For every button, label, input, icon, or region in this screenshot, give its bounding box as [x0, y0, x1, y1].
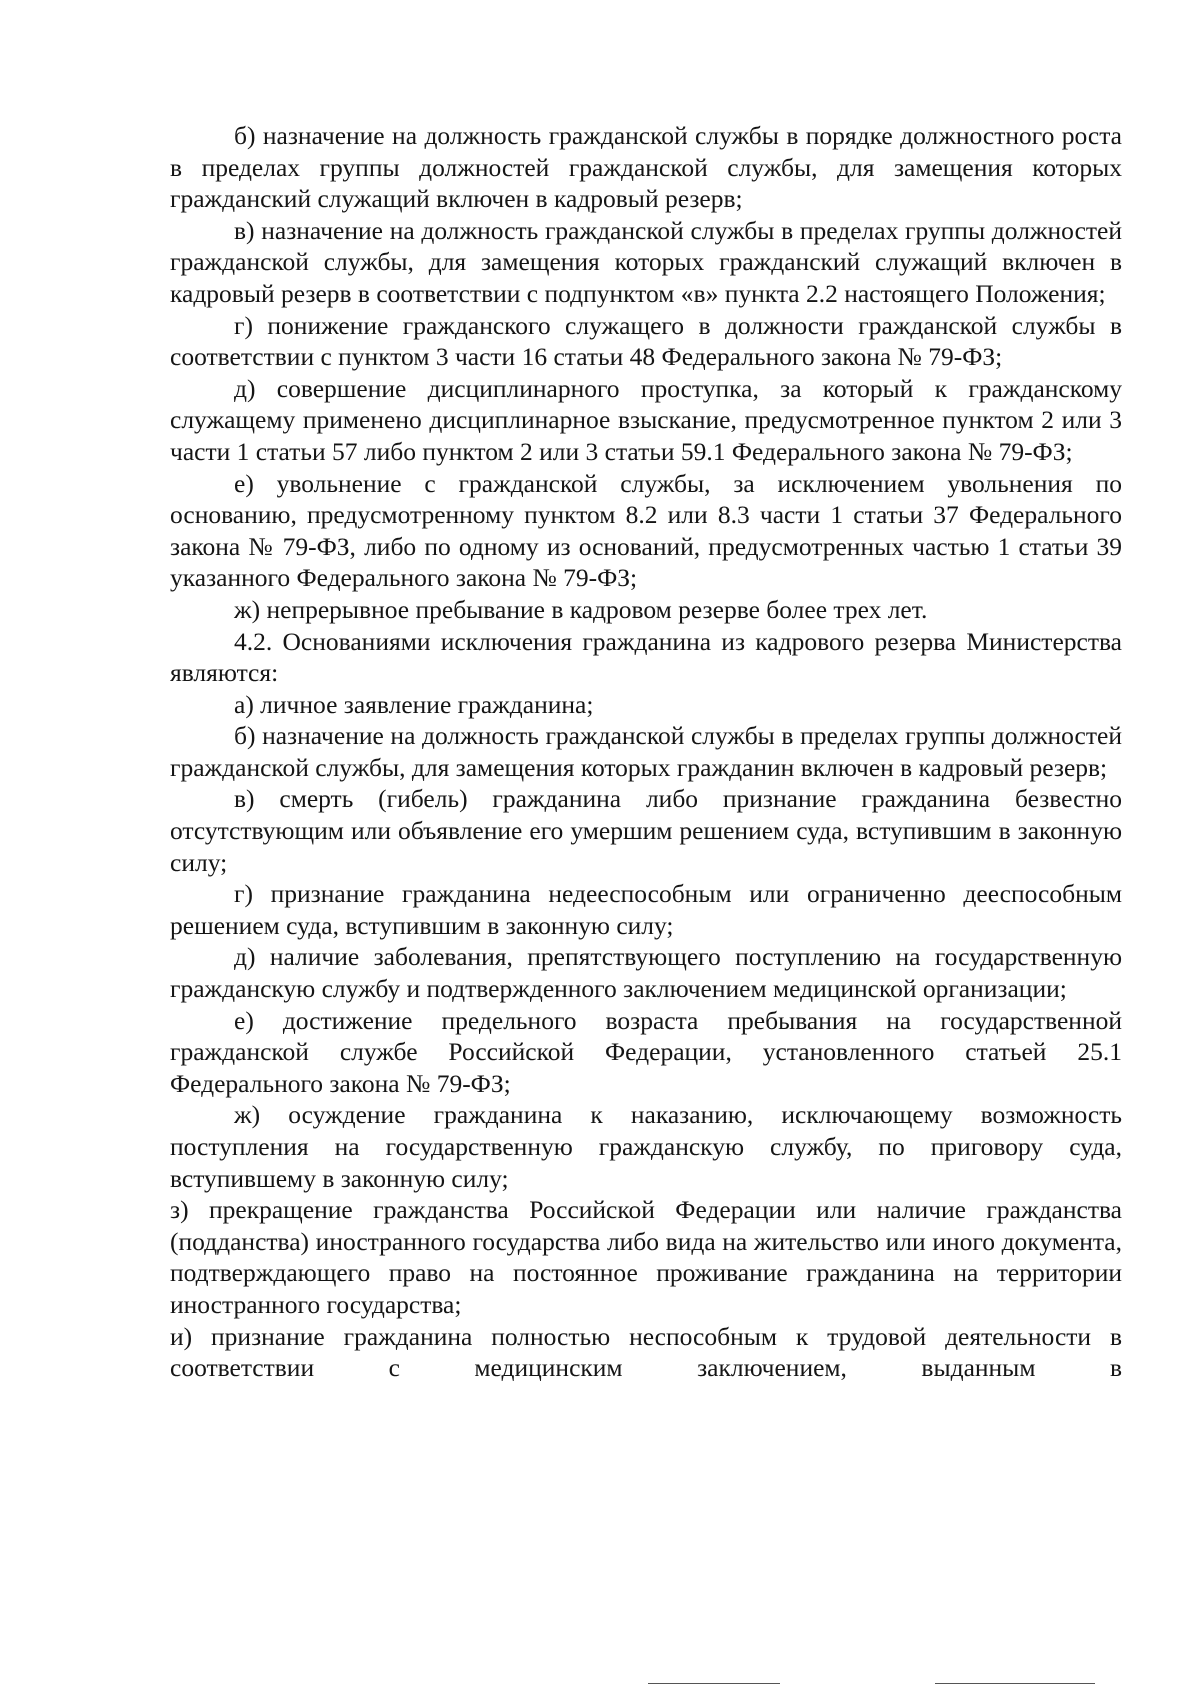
paragraph-d-2: д) наличие заболевания, препятствующего поступлению на государственную гражданскую службу и подтвержденного заключением медицинской организации; — [170, 942, 1122, 1004]
paragraph-a-2: а) личное заявление гражданина; — [234, 689, 594, 719]
paragraph-v-2: в) смерть (гибель) гражданина либо признание гражданина безвестно отсутствующим или объявление его умершим решением суда, вступившим в законную силу; — [170, 784, 1122, 877]
paragraph-e-1: е) увольнение с гражданской службы, за исключением увольнения по основанию, предусмотренному пунктом 8.2 или 8.3 части 1 статьи 37 Федерального закона № 79-ФЗ, либо по одному из оснований, предусмотренных частью 1 статьи 39 указанного Федерального закона № 79-ФЗ; — [170, 468, 1122, 593]
paragraph-i-2: и) признание гражданина полностью неспособным к трудовой деятельности в соответствии с медицинским заключением, выданным в — [170, 1321, 1122, 1383]
paragraph-4-2: 4.2. Основаниями исключения гражданина из кадрового резерва Министерства являются: — [170, 626, 1122, 688]
paragraph-v-1: в) назначение на должность гражданской службы в пределах группы должностей гражданской службы, для замещения которых гражданский служащий включен в кадровый резерв в соответствии с подпунктом «в» пункта 2.2 настоящего Положения; — [170, 215, 1122, 308]
paragraph-zh-1: ж) непрерывное пребывание в кадровом резерве более трех лет. — [234, 594, 928, 624]
paragraph-g-2: г) признание гражданина недееспособным или ограниченно дееспособным решением суда, вступившим в законную силу; — [170, 879, 1122, 940]
paragraph-b-2: б) назначение на должность гражданской службы в пределах группы должностей гражданской службы, для замещения которых гражданин включен в кадровый резерв; — [170, 721, 1122, 782]
paragraph-zh-2: ж) осуждение гражданина к наказанию, исключающему возможность поступления на государственную гражданскую службу, по приговору суда, вступившему в законную силу; — [170, 1100, 1122, 1193]
footer-rule-right — [935, 1683, 1095, 1684]
footer-rule-left — [648, 1683, 780, 1684]
paragraph-z-2: з) прекращение гражданства Российской Федерации или наличие гражданства (подданства) иностранного государства либо вида на жительство или иного документа, подтверждающего право на постоянное проживание гражданина на территории иностранного государства; — [170, 1195, 1122, 1319]
paragraph-g-1: г) понижение гражданского служащего в должности гражданской службы в соответствии с пунктом 3 части 16 статьи 48 Федерального закона № 79-ФЗ; — [170, 310, 1122, 372]
paragraph-d-1: д) совершение дисциплинарного проступка, за который к гражданскому служащему применено дисциплинарное взыскание, предусмотренное пунктом 2 или 3 части 1 статьи 57 либо пунктом 2 или 3 статьи 59.1 Федерального закона № 79-ФЗ; — [170, 373, 1122, 466]
paragraph-e-2: е) достижение предельного возраста пребывания на государственной гражданской службе Российской Федерации, установленного статьей 25.1 Федерального закона № 79-ФЗ; — [170, 1005, 1122, 1098]
document-body — [170, 120, 1122, 1384]
paragraph-b-1: б) назначение на должность гражданской службы в порядке должностного роста в пределах группы должностей гражданской службы, для замещения которых гражданский служащий включен в кадровый резерв; — [170, 121, 1122, 214]
